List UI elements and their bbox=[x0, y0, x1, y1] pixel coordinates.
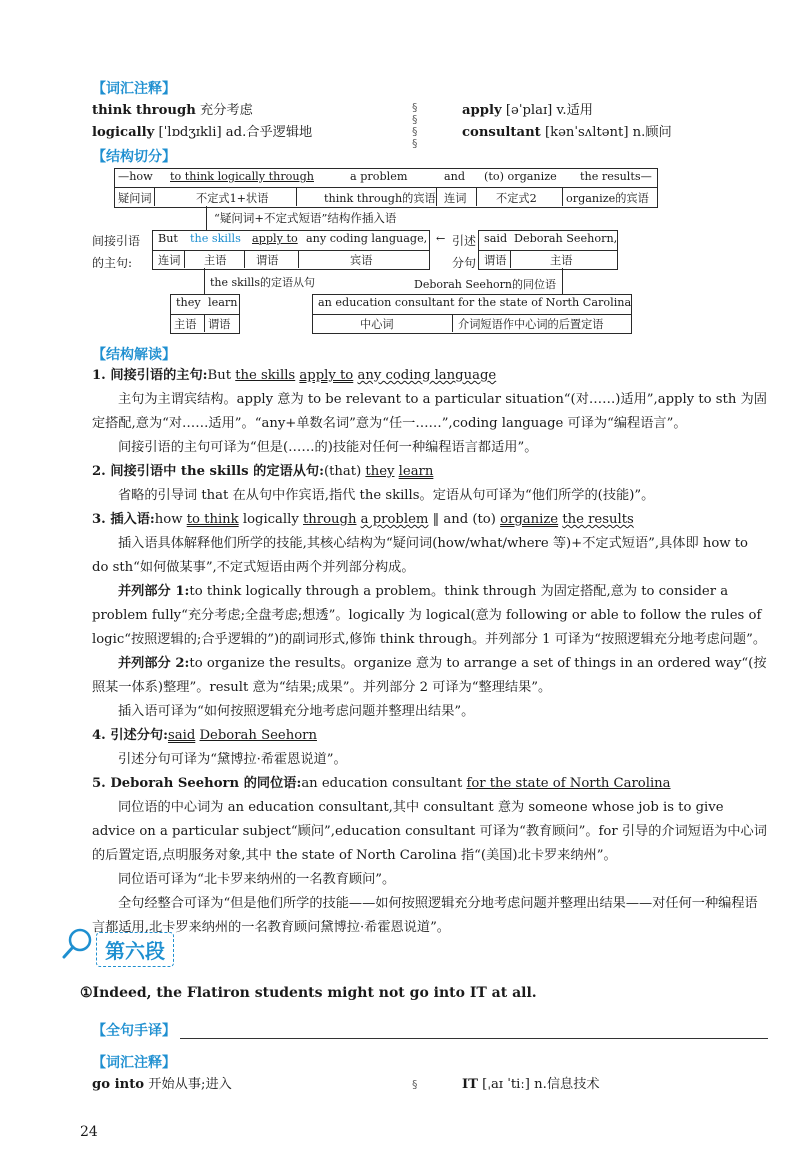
diagram-word: they bbox=[176, 296, 201, 309]
diagram-side-label: 引述 bbox=[452, 234, 477, 248]
diagram-note: Deborah Seehorn的同位语 bbox=[414, 278, 556, 291]
arrow-line bbox=[206, 206, 207, 230]
diagram-word: learn bbox=[208, 296, 238, 309]
translation-blank-line[interactable] bbox=[180, 1038, 768, 1039]
vocab-word: think through bbox=[92, 103, 196, 118]
analysis-paragraph: 引述分句可译为“黛博拉·希霍恩说道”。 bbox=[118, 752, 347, 767]
diagram-word: the results— bbox=[580, 170, 652, 183]
divider bbox=[476, 188, 477, 206]
heading-label: 4. 引述分句: bbox=[92, 728, 168, 743]
divider bbox=[244, 251, 245, 268]
analysis-heading-1 bbox=[92, 364, 768, 388]
diagram-role: 谓语 bbox=[208, 318, 231, 331]
heading-label: 2. 间接引语中 the skills 的定语从句: bbox=[92, 464, 324, 479]
text-span: apply to bbox=[299, 368, 354, 383]
vocab-go-into bbox=[92, 1074, 232, 1096]
divider bbox=[562, 188, 563, 206]
vocab-consultant bbox=[462, 122, 672, 144]
diagram-role: think through的宾语 bbox=[324, 192, 436, 205]
divider bbox=[312, 314, 632, 315]
heading-label: 5. Deborah Seehorn 的同位语: bbox=[92, 776, 302, 791]
diagram-note: the skills的定语从句 bbox=[210, 276, 316, 289]
vocab-definition: 开始从事;进入 bbox=[144, 1077, 232, 1092]
diagram-role: 中心词 bbox=[360, 318, 394, 331]
diagram-word: said bbox=[484, 232, 508, 245]
divider bbox=[152, 250, 430, 251]
vocab-definition: 充分考虑 bbox=[195, 103, 253, 118]
analysis-paragraph bbox=[92, 580, 768, 652]
text-span: they bbox=[365, 464, 395, 479]
diagram-word: and bbox=[444, 170, 466, 183]
heading-label: 3. 插入语: bbox=[92, 512, 155, 527]
arrow-line bbox=[204, 268, 205, 294]
divider bbox=[452, 315, 453, 332]
vocab-think-through bbox=[92, 100, 253, 122]
text-span: to think logically through a problem。think through 为固定搭配,意为 to consider a problem fully“充分考虑;全盘考虑;想透”。logically 为 logical(意为 following or able to follow the rules of logic“按照逻辑的;合乎逻辑的”)的副词形式,修饰 think through。并列部分 1 可译为“按照逻辑充分地考虑问题”。 bbox=[92, 584, 767, 647]
section-vocab-heading: 【词汇注释】 bbox=[92, 81, 176, 97]
diagram-side-label: 间接引语 bbox=[92, 234, 141, 248]
vocab-word: go into bbox=[92, 1077, 145, 1092]
diagram-role: 连词 bbox=[444, 192, 467, 205]
vocab-it bbox=[462, 1074, 600, 1096]
analysis-paragraph: 主句为主谓宾结构。apply 意为 to be relevant to a particular situation“(对……)适用”,apply to sth 为固定搭配,意为“对……适用”。“any+单数名词”意为“任一……”,coding language 可译为“编程语言”。 bbox=[92, 392, 767, 431]
section-vocab2-heading: 【词汇注释】 bbox=[92, 1055, 176, 1071]
diagram-word: the skills bbox=[190, 232, 241, 245]
vocab-word: IT bbox=[462, 1077, 478, 1092]
analysis-body bbox=[92, 364, 768, 940]
text-span: a problem bbox=[360, 512, 429, 527]
diagram-role: 宾语 bbox=[350, 254, 373, 267]
text-span: any coding language bbox=[357, 368, 497, 383]
section-structure-heading: 【结构切分】 bbox=[92, 149, 176, 165]
diagram-note: “疑问词+不定式短语”结构作插入语 bbox=[214, 211, 397, 225]
diagram-role: 主语 bbox=[204, 254, 227, 267]
diagram-word: (to) organize bbox=[484, 170, 557, 183]
vocab-word: logically bbox=[92, 125, 155, 140]
analysis-paragraph bbox=[92, 652, 768, 700]
arrow-left: ← bbox=[436, 232, 446, 245]
text-span: to think bbox=[186, 512, 239, 527]
diagram-role: 谓语 bbox=[256, 254, 279, 267]
diagram-word: for the state of North Carolina bbox=[458, 296, 632, 309]
diagram-side-label: 分句 bbox=[452, 256, 477, 270]
divider bbox=[436, 188, 437, 206]
divider bbox=[298, 251, 299, 268]
text-span: through bbox=[303, 512, 357, 527]
text-span: the skills bbox=[235, 368, 296, 383]
diagram-role: 连词 bbox=[158, 254, 181, 267]
divider bbox=[478, 250, 618, 251]
section-analysis-heading: 【结构解读】 bbox=[92, 347, 176, 363]
text-span: said bbox=[167, 728, 196, 743]
vocab-definition: [ˈlɒdʒɪkli] ad.合乎逻辑地 bbox=[154, 125, 313, 140]
sentence-text: ①Indeed, the Flatiron students might not go into IT at all. bbox=[80, 985, 537, 1001]
vocab-definition: [kənˈsʌltənt] n.顾问 bbox=[540, 125, 672, 140]
diagram-word: Deborah Seehorn, bbox=[514, 232, 618, 245]
diagram-word: But bbox=[158, 232, 178, 245]
diagram-word: an education consultant bbox=[318, 296, 455, 309]
divider bbox=[184, 251, 185, 268]
paragraph-title: 第六段 bbox=[96, 932, 174, 967]
arrow-line bbox=[562, 268, 563, 294]
analysis-paragraph: 插入语可译为“如何按照逻辑充分地考虑问题并整理出结果”。 bbox=[118, 704, 475, 719]
vocab-definition: [əˈplaɪ] v.适用 bbox=[501, 103, 593, 118]
divider bbox=[154, 188, 155, 206]
diagram-role: 主语 bbox=[550, 254, 573, 267]
analysis-heading-3 bbox=[92, 508, 768, 532]
sentence-structure-diagram bbox=[92, 166, 768, 366]
text-span: the results bbox=[562, 512, 634, 527]
text-span: (that) bbox=[323, 464, 366, 479]
analysis-heading-4 bbox=[92, 724, 768, 748]
divider bbox=[114, 187, 658, 188]
heading-label: 并列部分 1: bbox=[118, 584, 190, 599]
diagram-word: —how bbox=[118, 170, 153, 183]
diagram-role: 不定式1+状语 bbox=[196, 192, 269, 205]
diagram-side-label: 的主句: bbox=[92, 256, 133, 270]
analysis-paragraph: 间接引语的主句可译为“但是(……的)技能对任何一种编程语言都适用”。 bbox=[118, 440, 538, 455]
text-span: learn bbox=[398, 464, 434, 479]
zigzag-divider-icon: § § § § bbox=[412, 101, 418, 150]
diagram-word: a problem bbox=[350, 170, 408, 183]
diagram-word: any coding language, bbox=[306, 232, 428, 245]
analysis-paragraph: 全句经整合可译为“但是他们所学的技能——如何按照逻辑充分地考虑问题并整理出结果——对任何一种编程语言都适用,北卡罗来纳州的一名教育顾问黛博拉·希霍恩说道”。 bbox=[92, 896, 758, 935]
vocab-definition: [ˌaɪ ˈtiː] n.信息技术 bbox=[477, 1077, 600, 1092]
section-translate-heading: 【全句手译】 bbox=[92, 1023, 176, 1039]
analysis-paragraph: 插入语具体解释他们所学的技能,其核心结构为“疑问词(how/what/where 等)+不定式短语”,具体即 how to do sth“如何做某事”,不定式短语由两个并列部分构成。 bbox=[92, 536, 748, 575]
heading-label: 1. 间接引语的主句: bbox=[92, 368, 208, 383]
divider bbox=[170, 314, 240, 315]
diagram-role: 谓语 bbox=[484, 254, 507, 267]
vocab-logically bbox=[92, 122, 312, 144]
heading-label: 并列部分 2: bbox=[118, 656, 190, 671]
analysis-paragraph: 省略的引导词 that 在从句中作宾语,指代 the skills。定语从句可译为“他们所学的(技能)”。 bbox=[118, 488, 655, 503]
text-span: But bbox=[207, 368, 236, 383]
diagram-word: apply to bbox=[252, 232, 298, 245]
vocab-apply bbox=[462, 100, 593, 122]
diagram-role: 介词短语作中心词的后置定语 bbox=[458, 318, 604, 331]
diagram-role: 不定式2 bbox=[496, 192, 537, 205]
vocab-word: apply bbox=[462, 103, 502, 118]
text-span: organize bbox=[500, 512, 559, 527]
zigzag-divider-icon: § bbox=[412, 1078, 418, 1091]
analysis-heading-5 bbox=[92, 772, 768, 796]
page-number: 24 bbox=[80, 1124, 98, 1140]
analysis-heading-2 bbox=[92, 460, 768, 484]
text-span: logically bbox=[238, 512, 303, 527]
text-span: to organize the results。organize 意为 to arrange a set of things in an ordered way“(按照某一体系)整理”。result 意为“结果;成果”。并列部分 2 可译为“整理结果”。 bbox=[92, 656, 767, 695]
vocab-word: consultant bbox=[462, 125, 541, 140]
divider bbox=[296, 188, 297, 206]
diagram-word: to think logically through bbox=[170, 170, 314, 183]
text-span: for the state of North Carolina bbox=[466, 776, 671, 791]
divider bbox=[204, 315, 205, 332]
text-span: an education consultant bbox=[301, 776, 467, 791]
analysis-paragraph: 同位语可译为“北卡罗来纳州的一名教育顾问”。 bbox=[118, 872, 396, 887]
diagram-role: 疑问词 bbox=[118, 192, 152, 205]
analysis-paragraph: 同位语的中心词为 an education consultant,其中 consultant 意为 someone whose job is to give advice on a particular subject“顾问”,education consultant 可译为“教育顾问”。for 引导的介词短语为中心词的后置定语,点明服务对象,其中 the state of North Carolina 指“(美国)北卡罗来纳州”。 bbox=[92, 800, 767, 863]
diagram-role: organize的宾语 bbox=[566, 192, 649, 205]
diagram-role: 主语 bbox=[174, 318, 197, 331]
text-span: ‖ and (to) bbox=[428, 512, 501, 527]
text-span: how bbox=[154, 512, 187, 527]
text-span: Deborah Seehorn bbox=[199, 728, 317, 743]
divider bbox=[510, 251, 511, 268]
magnifier-icon bbox=[60, 926, 96, 962]
